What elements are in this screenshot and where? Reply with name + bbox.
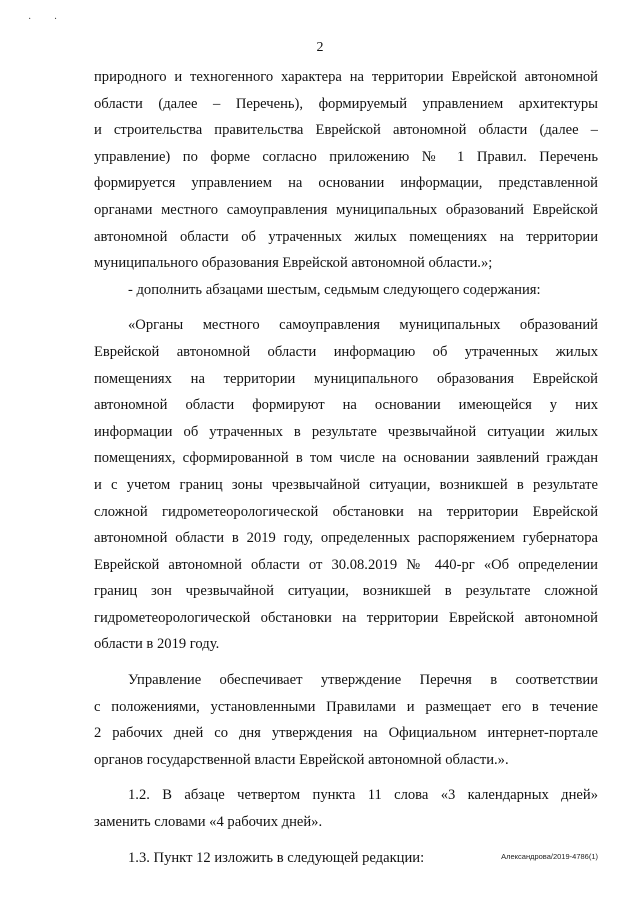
- text-line: Еврейской автономной области от 30.08.2019 № 440-рг «Об определении: [94, 556, 598, 573]
- text-line: границ зон чрезвычайной ситуации, возникшей в результате сложной: [94, 583, 598, 600]
- page-number: 2: [316, 40, 324, 55]
- paragraph-quoted-text: [94, 312, 598, 658]
- text-line: автономной области об утраченных жилых помещениях на территории: [94, 228, 598, 245]
- text-line: муниципального образования Еврейской автономной области.»;: [94, 255, 493, 272]
- paragraph-continuation: [94, 64, 598, 277]
- text-line: заменить словами «4 рабочих дней».: [94, 814, 323, 831]
- text-line: Еврейской автономной области информацию об утраченных жилых: [94, 343, 598, 360]
- text-line: области в 2019 году.: [94, 636, 220, 653]
- text-line: органов государственной власти Еврейской автономной области.».: [94, 751, 509, 768]
- text-line: 1.3. Пункт 12 изложить в следующей редакции:: [128, 849, 425, 866]
- text-line: помещениях на территории муниципального образования Еврейской: [94, 370, 598, 387]
- text-line: сложной гидрометеорологической обстановки на территории Еврейской: [94, 503, 598, 520]
- text-line: автономной области формируют на основании имеющейся у них: [94, 397, 598, 414]
- text-line: гидрометеорологической обстановки на территории Еврейской автономной: [94, 609, 598, 626]
- text-line: Управление обеспечивает утверждение Перечня в соответствии: [128, 672, 598, 689]
- text-line: «Органы местного самоуправления муниципальных образований: [128, 317, 598, 334]
- text-line: формируется управлением на основании информации, представленной: [94, 175, 598, 192]
- text-line: с положениями, установленными Правилами и размещает его в течение: [94, 698, 598, 715]
- paragraph-item-1-2: [94, 782, 598, 835]
- text-line: 2 рабочих дней со дня утверждения на Официальном интернет-портале: [94, 725, 598, 742]
- text-line: органами местного самоуправления муниципальных образований Еврейской: [94, 201, 598, 218]
- scan-marks: · ·: [28, 14, 68, 25]
- document-code: Александрова/2019-4786(1): [501, 852, 598, 861]
- text-line: помещениях, сформированной в том числе на основании заявлений граждан: [94, 450, 598, 467]
- paragraph-approval: [94, 667, 598, 773]
- text-line: управление) по форме согласно приложению № 1 Правил. Перечень: [94, 148, 598, 165]
- text-line: и с учетом границ зоны чрезвычайной ситуации, возникшей в результате: [94, 476, 598, 493]
- paragraph-amendment-intro: [94, 277, 598, 304]
- text-line: 1.2. В абзаце четвертом пункта 11 слова «3 календарных дней»: [128, 787, 598, 804]
- text-line: - дополнить абзацами шестым, седьмым следующего содержания:: [128, 281, 541, 298]
- text-line: информации об утраченных в результате чрезвычайной ситуации жилых: [94, 423, 598, 440]
- text-line: области (далее – Перечень), формируемый управлением архитектуры: [94, 95, 598, 112]
- text-line: природного и техногенного характера на территории Еврейской автономной: [94, 69, 598, 85]
- document-body: [94, 64, 598, 871]
- text-line: автономной области в 2019 году, определенных распоряжением губернатора: [94, 530, 598, 547]
- text-line: и строительства правительства Еврейской автономной области (далее –: [94, 122, 598, 139]
